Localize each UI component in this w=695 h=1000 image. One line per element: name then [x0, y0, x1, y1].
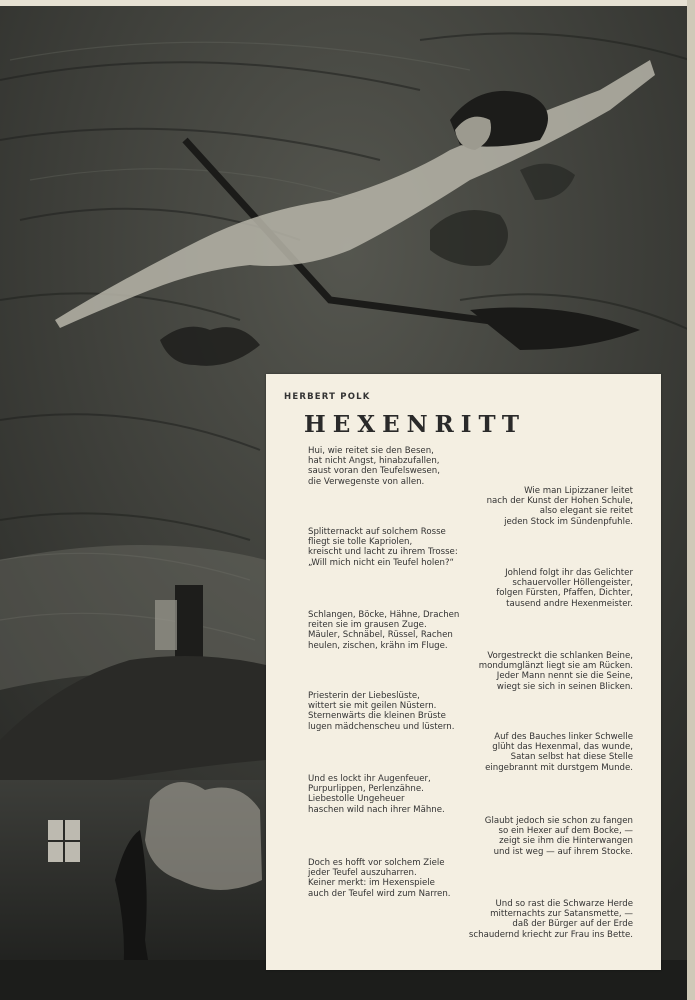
poem-line: Mäuler, Schnäbel, Rüssel, Rachen — [308, 630, 453, 641]
poem-line: Schlangen, Böcke, Hähne, Drachen — [308, 610, 460, 620]
poem-line: schaudernd kriecht zur Frau ins Bette. — [468, 929, 633, 940]
stanza-12 — [469, 899, 633, 940]
poem-line: so ein Hexer auf dem Bocke, — — [498, 826, 633, 837]
poem-line: fliegt sie tolle Kapriolen, — [308, 537, 413, 548]
stanza-4 — [496, 568, 633, 609]
poem-line: folgen Fürsten, Pfaffen, Dichter, — [496, 588, 633, 599]
stanza-6 — [479, 651, 633, 692]
poem-line: zeigt sie ihm die Hinterwangen — [499, 836, 633, 847]
poem-line: Doch es hofft vor solchem Ziele — [308, 858, 445, 868]
paper-right-edge — [687, 0, 695, 1000]
poem-line: Johlend folgt ihr das Gelichter — [505, 568, 633, 578]
chimney — [175, 585, 203, 660]
stanza-7 — [308, 691, 454, 732]
poem-line: kreischt und lacht zu ihrem Trosse: — [308, 547, 458, 558]
poem-line: jeder Teufel auszuharren. — [308, 868, 417, 879]
stanza-3 — [308, 527, 458, 568]
poem-line: Wie man Lipizzaner leitet — [524, 486, 633, 496]
poem-line: daß der Bürger auf der Erde — [512, 919, 633, 930]
stanza-8 — [485, 732, 633, 773]
poem-line: saust voran den Teufelswesen, — [308, 466, 440, 477]
poem-line: Auf des Bauches linker Schwelle — [494, 732, 633, 742]
poem-line: tausend andre Hexenmeister. — [506, 598, 633, 609]
stanza-1 — [308, 446, 440, 487]
poem-line: Sternenwärts die kleinen Brüste — [308, 711, 446, 722]
poem-line: Und so rast die Schwarze Herde — [495, 899, 633, 909]
author-name: HERBERT POLK — [284, 392, 371, 402]
poem-line: Purpurlippen, Perlenzähne. — [308, 784, 424, 795]
poem-line: nach der Kunst der Hohen Schule, — [486, 496, 633, 507]
poem-line: heulen, zischen, krähn im Fluge. — [308, 640, 448, 651]
poem-title: HEXENRITT — [304, 411, 526, 438]
poem-line: und ist weg — auf ihrem Stocke. — [493, 846, 633, 857]
poem-line: haschen wild nach ihrer Mähne. — [308, 804, 445, 815]
poem-line: reiten sie im grausen Zuge. — [308, 620, 427, 631]
poem-card — [266, 374, 661, 970]
stanza-9 — [308, 774, 445, 815]
stanza-2 — [487, 486, 633, 527]
poem-line: lugen mädchenscheu und lüstern. — [308, 721, 455, 732]
poem-line: die Verwegenste von allen. — [308, 476, 425, 487]
poem-line: jeden Stock im Sündenpfuhle. — [504, 516, 633, 527]
poem-line: hat nicht Angst, hinabzufallen, — [308, 456, 440, 467]
poem-line: wittert sie mit geilen Nüstern. — [308, 701, 437, 712]
poem-line: Glaubt jedoch sie schon zu fangen — [484, 816, 633, 826]
stanza-5 — [308, 610, 459, 651]
stanza-11 — [308, 858, 451, 899]
paper-top-edge — [0, 0, 695, 6]
stanza-10 — [485, 816, 633, 857]
poem-line: Hui, wie reitet sie den Besen, — [308, 446, 434, 456]
poem-line: wiegt sie sich in seinen Blicken. — [496, 681, 633, 692]
poem-line: also elegant sie reitet — [539, 506, 633, 517]
poem-line: Priesterin der Liebeslüste, — [308, 691, 420, 701]
poem-line: Jeder Mann nennt sie die Seine, — [496, 671, 633, 682]
poem-line: „Will mich nicht ein Teufel holen?“ — [308, 557, 455, 568]
poem-line: Und es lockt ihr Augenfeuer, — [308, 774, 431, 784]
poem-line: glüht das Hexenmal, das wunde, — [492, 742, 633, 753]
poem-line: Vorgestreckt die schlanken Beine, — [487, 651, 633, 661]
poem-line: Liebestolle Ungeheuer — [308, 794, 405, 805]
poem-line: Satan selbst hat diese Stelle — [510, 752, 633, 763]
poem-line: eingebrannt mit durstgem Munde. — [485, 762, 633, 773]
poem-line: Keiner merkt: im Hexenspiele — [308, 878, 435, 889]
poem-line: schauervoller Höllengeister, — [512, 578, 633, 589]
poem-line: Splitternackt auf solchem Rosse — [308, 527, 446, 537]
poem-line: mondumglänzt liegt sie am Rücken. — [478, 661, 633, 672]
poem-line: auch der Teufel wird zum Narren. — [308, 888, 451, 899]
poem-line: mitternachts zur Satansmette, — — [490, 909, 633, 920]
